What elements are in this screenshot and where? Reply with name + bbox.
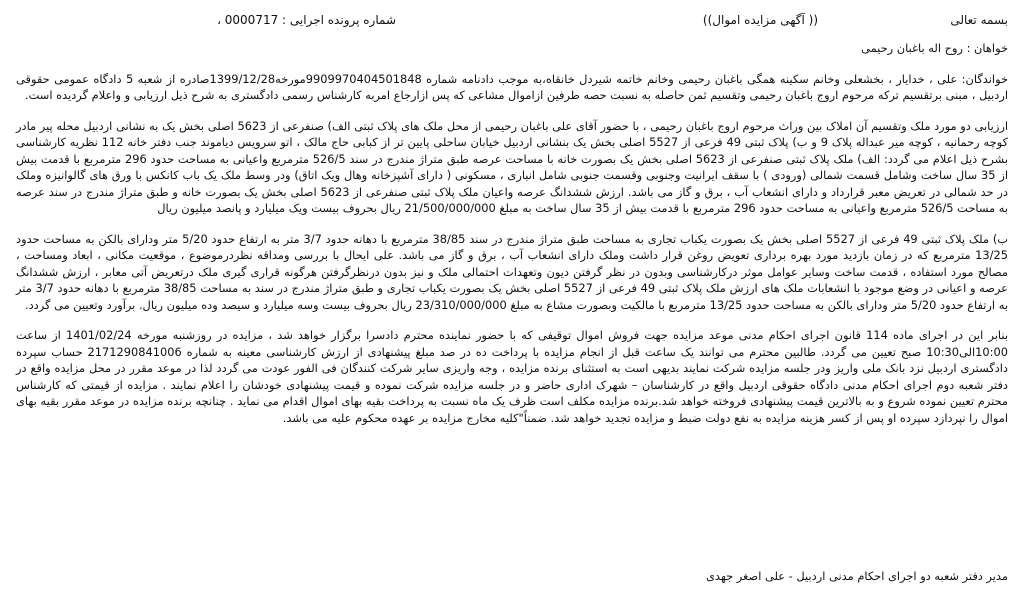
office-manager-signature: مدیر دفتر شعبه دو اجرای احکام مدنی اردبیل - علی اصغر جهدی — [705, 569, 1008, 583]
auction-terms-paragraph: بنابر این در اجرای ماده 114 قانون اجرای احکام مدنی موعد مزایده جهت فروش اموال توقیفی که با حضور نماینده محترم دادسرا برگزار خواهد شد ، مزایده در روزشنبه مورخه 1401/02/24 از ساعت 10:00الی10:30 صبح تعیین می گردد. طالبین محترم می توانند یک ساعت قبل از انجام مزایده با پرداخت ده در صد مبلغ پیشنهادی از ارزش کارشناسی معینه به شماره 2171290841006 حساب سپرده دادگستری اردبیل نزد بانک ملی واریز ودر جلسه مزایده شرکت نمایند بدیهی است به استثنای برنده مزایده ، وجه واریزی سایر شرکت کنندگان فی الفور عودت می گردد لذا در موعد مقرر در محل مزایده واقع در دفتر شعبه دوم اجرای احکام مدنی دادگاه حقوقی اردبیل واقع در کارشناسان – شهرک اداری حاضر و در جلسه مزایده شرکت نموده و قیمت پیشنهادی خودشان را اعلام نمایند . مزایده از قیمتی که کارشناس محترم تعیین نموده شروع و به بالاترین قیمت پیشنهادی فروخته خواهد شد.برنده مزایده مکلف است ظرف یک ماه نسبت به پرداخت بقیه بهای اموال اقدام می نماید . چنانچه برنده مزایده در موعد مقرر بقیه بهای اموال را نپردازد سپرده او پس از کسر هزینه مزایده به نفع دولت ضبط و مزایده تجدید خواهد شد. ضمناً"کلیه مخارج مزایده بر عهده محکوم علیه می باشد. — [16, 328, 1009, 425]
case-number: شماره پرونده اجرایی : 0000717 ، — [217, 13, 396, 27]
valuation-paragraph-b: ب) ملک پلاک ثبتی 49 فرعی از 5527 اصلی بخش یک بصورت یکباب تجاری به مساحت طبق متراژ مندرج در سند 38/85 مترمربع با دهانه حدود 3/7 متر به ارتفاع حدود 5/20 متر ودارای بالکن به مساحت حدود 13/25 مترمربع که در زمان بازدید مورد بهره برداری تعویض روغن قرار داشت وملک دارای انشعاب آب ، برق و گاز می باشد. علی ایحال با بررسی ومداقه نظردرموضوع ، موقعیت مکانی ، ابعاد ومساحت ، مصالح مورد استفاده ، قدمت ساخت وسایر عوامل موثر درکارشناسی وبدون در نظر گرفتن دیون وتعهدات احتمالی ملک و نیز بدون درنظرگرفتن هرگونه قراری گیری ملک درتعریض آتی معابر ، ارزش ششدانگ عرصه و اعیانی در وضع موجود با انشعابات ملک های ارزش ملک پلاک ثبتی 49 فرعی از 5527 اصلی بخش یک بصورت یکباب تجاری و طبق متراژ مندرج در سند به مساحت 38/85 مترمربع با دهانه حدود 3/7 متر به ارتفاع حدود 5/20 متر ودارای بالکن به مساحت حدود 13/25 مترمربع با مالکیت وبصورت مشاع به مبلغ 23/310/000/000 ریال بحروف بیست وسه میلیارد و سیصد وده میلیون ریال. برآورد وتعیین می گردد. — [16, 231, 1008, 312]
bismillah-heading: بسمه تعالی — [950, 13, 1008, 27]
valuation-paragraph-a: ارزیابی دو مورد ملک وتقسیم آن املاک بین وراث مرحوم اروج باغبان رحیمی ، با حضور آقای علی باغبان رحیمی از محل ملک های پلاک ثبتی الف) صنفرعی از 5623 اصلی بخش یک به نشانی اردبیل محله پیر مادر کوچه رحمانیه ، کوچه میر عبداله پلاک 9 و ب) پلاک ثبتی 49 فرعی از 5527 اصلی بخش یک بنشانی اردبیل خیابان ساحلی پایین تر از کبابی حاج مالک ، اتو سرویس دیاموند جنب دفتر خانه 112 نظریه کارشناسی بشرح ذیل اعلام می گردد: الف) ملک پلاک ثبتی صنفرعی از 5623 اصلی بخش یک بصورت خانه با مساحت عرصه طبق متراژ مندرج در سند 526/5 مترمربع واعیانی به مساحت حدود 296 مترمربع با قدمت بیش از 35 سال ساخت وشامل قسمت شمالی (ورودی ) با سقف ایرانیت وجنوبی وقسمت جنوبی شامل انباری ، مسکونی ( دارای آشپزخانه وهال ویک اتاق) ودر وسط ملک یک باب کانکس با ورق های گالوانیزه وملک در حد شمالی در تعریض معبر قرارداد و دارای انشعاب آب ، برق و گاز می باشد. ارزش ششدانگ عرصه واعیان ملک پلاک ثبتی صنفرعی از 5623 اصلی بخش یک بصورت خانه و طبق متراژ مندرج در سند عرصه به مساحت 526/5 مترمربع واعیانی به مساحت حدود 296 مترمربع با قدمت بیش از 35 سال ساخت به مبلغ 21/500/000/000 ریال بحروف بیست ویک میلیارد و پانصد میلیون ریال — [16, 118, 1008, 215]
notice-header — [16, 10, 1008, 30]
plaintiff-line: خواهان : روح اله باغبان رحیمی — [861, 41, 1008, 55]
notice-type-title: (( آگهی مزایده اموال)) — [702, 13, 818, 27]
defendants-paragraph: خواندگان: علی ، خدایار ، بخشعلی وخانم سکینه همگی باغبان رحیمی وخانم خاتمه شیردل خانقاه،به موجب دادنامه شماره 9909970404501848مورخه1399/12/28صادره از شعبه 5 دادگاه عمومی حقوقی اردبیل ، مبنی برتقسیم ترکه مرحوم اروج باغبان رحیمی وتقسیم ثمن حاصله به نسبت حصه طرفین ازاموال مشاعی که پس ازارجاع امربه کارشناس رسمی دادگستری به شرح ذیل ارزیابی و واعلام گردیده است. — [16, 71, 1008, 102]
